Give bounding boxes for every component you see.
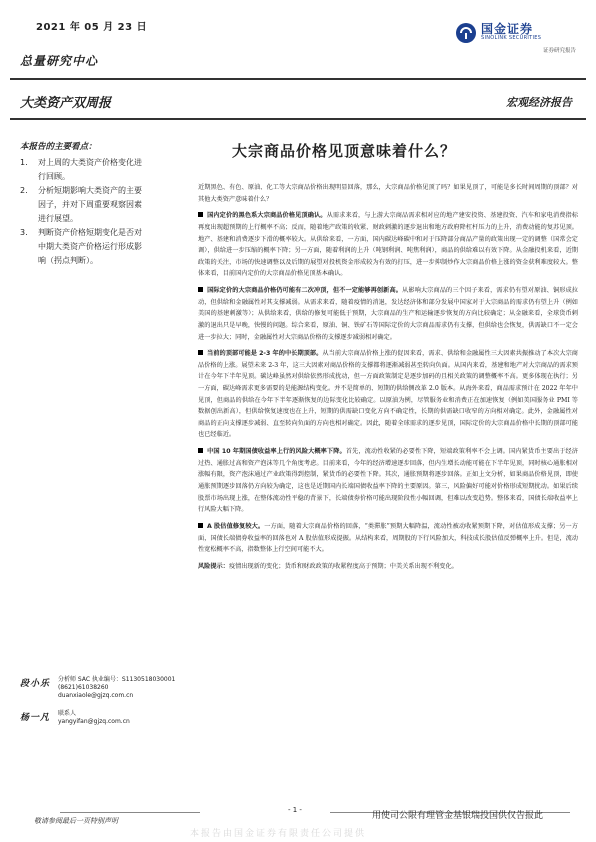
summary-item: 1. 对上周的大类资产价格变化进行回顾。: [20, 158, 142, 181]
report-category: 宏观经济报告: [506, 96, 572, 109]
company-name-en: SINOLINK SECURITIES: [481, 35, 542, 41]
header-divider: [10, 78, 586, 80]
report-class: 证券研究报告: [542, 48, 576, 54]
analyst-info: 联系人 yangyifan@gjzq.com.cn: [58, 710, 130, 725]
section-paragraph: 国际定价的大宗商品价格仍可能有二次冲顶，但不一定能够再创新高。从影响大宗商品的三个因子来看，需求仍有望对原油、铜形成拉动，但供给和金融属性对其支撑减弱。从需求来看，随着疫情的消退，发达经济体和部分发展中国家对于大宗商品的需求仍有望上升（例如美国的基建刺激等）；从供给来看，供给的修复可能低于预期，大宗商品的生产和运输逐步恢复的方向比较确定；从金融来看，全球货币刺激的退出只是早晚，快慢的问题。综合来看，原油、铜、铁矿石等国际定价的大宗商品需求仍有支撑，但供给也会恢复，供需缺口不一定会进一步拉大；同时，金融属性对大宗商品价格的支撑逐步减弱相对确定。: [198, 287, 578, 341]
department: 总量研究中心: [20, 54, 99, 68]
page-title: 大宗商品价格见顶意味着什么？: [232, 142, 457, 160]
analyst-email[interactable]: yangyifan@gjzq.com.cn: [58, 718, 130, 725]
section-paragraph: A 股估值修复较大。一方面，随着大宗商品价格的回落，“类滞胀”预期大幅降温，流动性被动收紧预期下降，对估值形成支撑；另一方面，国债长端债券收益率的回落也对 A 股估值形成提振。从结构来看，周期股的下行风险加大，科技成长股估值反弹概率上升。但是，流动性宽松概率不高，指数整体上行空间可能不大。: [198, 522, 578, 554]
summary-list: [20, 156, 148, 268]
watermark: 本报告由国金证券有限责任公司提供: [190, 829, 367, 839]
disclaimer-note: 敬请参阅最后一页特别声明: [34, 817, 118, 825]
title-divider: [10, 118, 586, 120]
usage-note: 用使司公限有理管金基银瑞投国供仅告报此: [372, 811, 544, 821]
footer-divider: [60, 812, 200, 813]
summary-item: 3. 判断资产价格短期变化是否对中期大类资产价格运行形成影响（拐点判断）。: [20, 228, 142, 265]
analyst-email[interactable]: duanxiaole@gjzq.com.cn: [58, 692, 134, 699]
company-name-cn: 国金证券: [481, 22, 534, 36]
risk-warning: 风险提示：疫情出现新的变化；货币和财政政策的收紧程度高于预期；中美关系出现不利变化。: [198, 562, 458, 570]
bullet-square-icon: [198, 523, 203, 528]
bullet-square-icon: [198, 212, 203, 217]
bullet-square-icon: [198, 287, 203, 292]
section-paragraph: 中国 10 年期国债收益率上行的风险大概率下降。首先，流动性收紧的必要性下降，短端政策利率不会上调。国内紧货币主要出于经济过热、通胀过高和资产泡沫等几个角度考虑。目前来看，今年的经济增速逐步回落，但内生增长动能可能在下半年见顶，同时核心通胀相对涨幅有限，资产泡沫通过产业政策得到控制，紧货币的必要性下降。其次，通胀预期将逐步回落。正如上文分析，如果商品价格见顶，即使通胀预期逐步回落仍方向较为确定，这也是近期国内长端国债收益率下降的主要原因。第三，风险偏好可能对价格形成短期扰动。如果后续股票市场出现上涨，在整体流动性平稳的背景下，长端债券价格可能出现阶段性小幅回调，但难以改变趋势。整体来看，国债长端收益率上行风险大幅下降。: [198, 448, 579, 514]
logo-mark-icon: [455, 22, 477, 44]
main-body: [198, 182, 578, 578]
sidebar-title: 本报告的主要看点：: [20, 142, 97, 152]
bullet-square-icon: [198, 448, 203, 453]
section-paragraph: 国内定价的黑色系大宗商品价格见顶确认。从需求来看，与上游大宗商品需求相对应的地产建安投资、基建投资、汽车和家电消费指标再度出现超预期的上行概率不高；反而，随着地产政策的收紧、财政刺激的逐步退出和地方政府降杠杆压力的上升，消费动能的复苏见顶。地产、基建和消费逐步下滑的概率较大。从供给来看，一方面，国内碳达峰碳中和对于压降部分商品产量的政策出现一定的调整（国常会定调），供给进一步压缩的概率下降；另一方面，随着利润的上升（吨钢利润、吨焦利润），商品的供给难以有效下降。从金融投机来看，近期政策的关注，市场的快速调整以及后期的展望对投机资金形成较为有效的打压，进一步抑制炒作大宗商品价格上涨的资金获利难度较大。整体来看，目前国内定价的大宗商品价格见顶基本确认。: [198, 212, 579, 278]
analyst-info: 分析师 SAC 执业编号：S1130518030001 (8621)61038260 duanxiaole@gjzq.com.cn: [58, 676, 176, 699]
analyst-name: 段小乐: [20, 679, 51, 689]
bullet-square-icon: [198, 350, 203, 355]
analyst-name: 杨一凡: [20, 713, 51, 723]
section-paragraph: 当前的顶部可能是 2-3 年的中长期顶部。从当前大宗商品价格上涨的促因来看，需求、供给和金融属性三大因素共振推动了本次大宗商品价格的上涨。展望未来 2-3 年，这三大因素对商品价格的支撑都将逐渐减弱甚至转向负面。从国内来看，基建和地产对大宗商品的需求预计在今年下半年见顶。碳达峰虽然对供给依然形成扰动，但一方面政策制定是逐步加码的且相关政策的调整概率不高。更多体现在执行；另一方面，碳达峰需求更多需要的是能源结构变化。并不是简单的、短期的供给侧改革 2.0 版本。从海外来看，商品需求预计在 2022 年年中见顶，但商品的供给在今年下半年逐渐恢复的边际变化比较确定。以原油为例，尽管服务业和消费正在加速恢复（例如美国服务业 PMI 等数据创出新高），但供给恢复速度也在上升，短期的供需缺口变化方向不确定性，长期的供需缺口收窄的方向相对确定。此外，金融属性对商品的正向支撑逐步减弱、直至转向负面的方向也相对确定。因此，随着全球需求的逐步见顶，国际定价的大宗商品价格中长期的顶部可能也已经临近。: [198, 350, 578, 439]
company-logo: [455, 20, 575, 46]
page-number: - 1 -: [288, 806, 302, 814]
report-type: 大类资产双周报: [20, 96, 112, 111]
report-date: 2021 年 05 月 23 日: [36, 22, 148, 33]
summary-item: 2. 分析短期影响大类资产的主要因子，并对下周重要观察因素进行展望。: [20, 186, 142, 223]
intro-paragraph: 近期黑色、有色、原油、化工等大宗商品价格出现明显回落，那么，大宗商品价格见顶了吗？如果见顶了，可能是多长时间周期的顶部？对其他大类资产意味着什么？: [198, 184, 578, 203]
